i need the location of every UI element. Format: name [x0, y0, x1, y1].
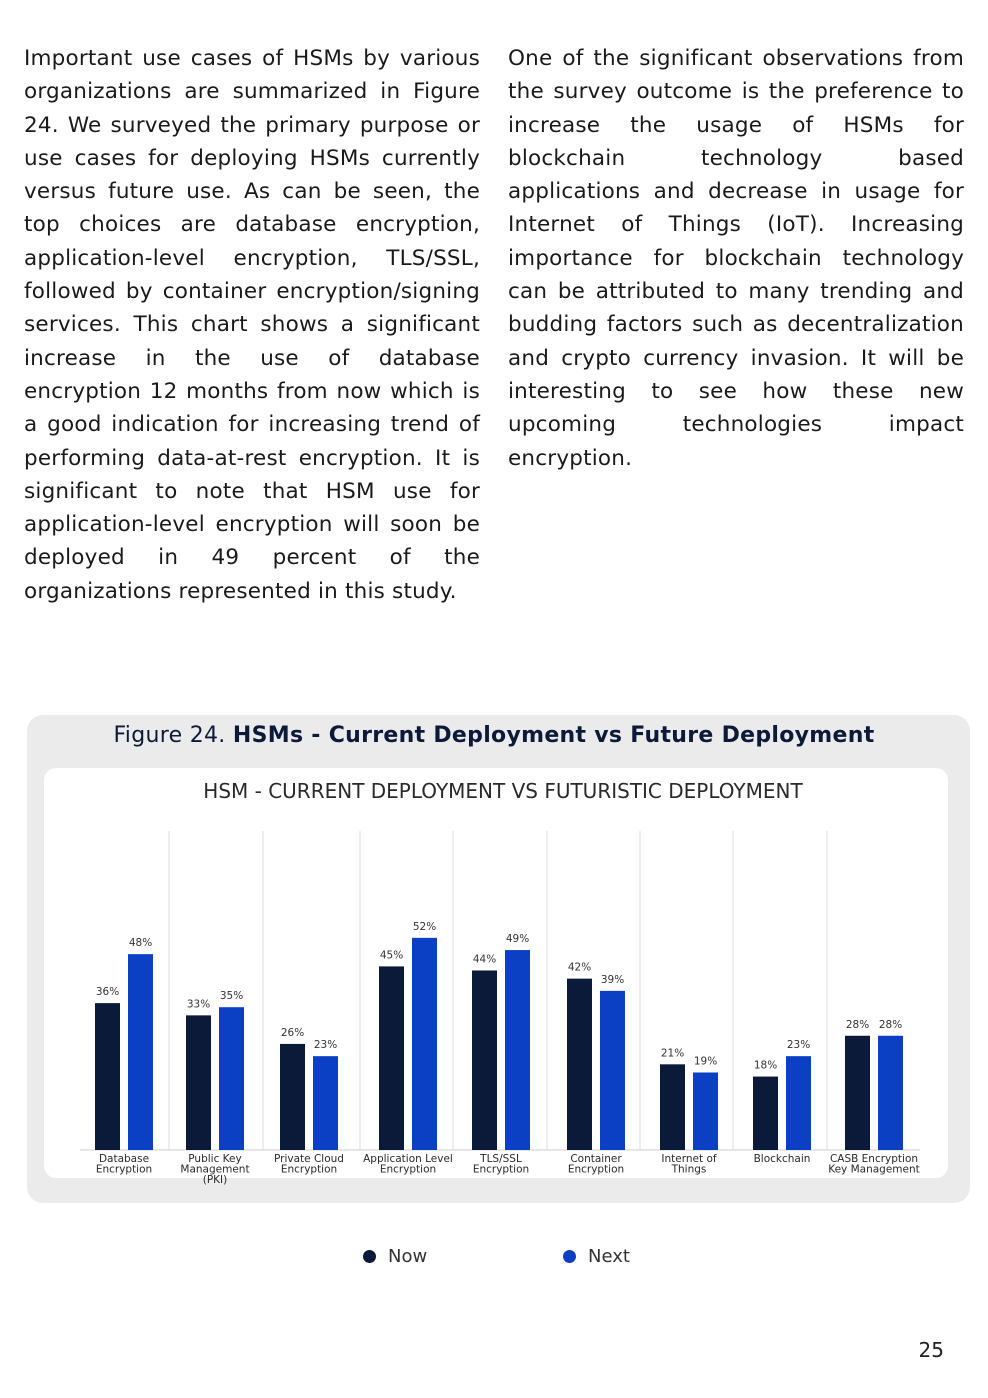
data-label-next: 23%: [786, 1039, 811, 1052]
category-label: CASB Encryption: [829, 1153, 919, 1165]
bar-now: [95, 1003, 120, 1150]
data-label-next: 49%: [505, 933, 530, 946]
bar-next: [786, 1056, 811, 1150]
data-label-next: 19%: [693, 1055, 718, 1068]
legend-next-marker: [563, 1250, 576, 1263]
bar-next: [600, 991, 625, 1150]
bar-next: [693, 1072, 718, 1150]
data-label-next: 23%: [313, 1039, 338, 1052]
legend-item-next: [563, 1246, 630, 1267]
bar-next: [128, 954, 153, 1150]
data-label-now: 18%: [753, 1059, 778, 1072]
category-label: Encryption: [95, 1163, 153, 1176]
bar-now: [845, 1036, 870, 1150]
legend-now-marker: [363, 1250, 376, 1263]
bar-now: [660, 1064, 685, 1150]
data-label-next: 39%: [600, 973, 625, 986]
data-label-now: 36%: [95, 986, 120, 999]
bar-next: [412, 938, 437, 1150]
legend-item-now: [363, 1246, 427, 1267]
category-label: Private Cloud: [274, 1153, 344, 1165]
data-label-now: 45%: [379, 949, 404, 962]
data-label-next: 28%: [878, 1018, 903, 1031]
chart-legend: [0, 1246, 988, 1270]
data-label-now: 42%: [567, 961, 592, 974]
legend-next-label: Next: [588, 1246, 630, 1267]
data-label-next: 48%: [128, 937, 153, 950]
category-label: Encryption: [379, 1163, 437, 1176]
category-label: Internet of: [661, 1153, 717, 1165]
bar-next: [219, 1007, 244, 1150]
body-text-right: One of the significant observations from the survey outcome is the preference to increase the usage of HSMs for blockchain technology based applications and decrease in usage for Internet of Things (IoT). Increasing importance for blockchain technology can be attributed to many trending and budding factors such as decentralization and crypto currency invasion. It will be interesting to see how these new upcoming technologies impact encryption.: [508, 46, 964, 471]
data-label-now: 44%: [472, 953, 497, 966]
data-label-next: 35%: [219, 990, 244, 1003]
data-label-now: 28%: [845, 1018, 870, 1031]
category-label: Management: [180, 1163, 250, 1176]
bar-now: [567, 979, 592, 1150]
category-label: Encryption: [567, 1163, 625, 1176]
category-label: Encryption: [280, 1163, 338, 1176]
bar-next: [313, 1056, 338, 1150]
bar-now: [280, 1044, 305, 1150]
figure-heading: HSMs - Current Deployment vs Future Deployment: [232, 723, 875, 748]
category-label: TLS/SSL: [480, 1153, 522, 1165]
bar-next: [505, 950, 530, 1150]
category-label: Public Key: [188, 1153, 242, 1165]
bar-now: [753, 1077, 778, 1150]
page-number: 25: [918, 1338, 944, 1362]
legend-now-label: Now: [388, 1246, 428, 1267]
category-label: Database: [98, 1153, 150, 1165]
data-label-now: 33%: [186, 998, 211, 1011]
bar-chart: [44, 768, 948, 1186]
bar-now: [186, 1015, 211, 1150]
figure-label: Figure 24.: [113, 723, 226, 748]
figure-title: [0, 723, 988, 748]
category-label: Key Management: [828, 1163, 920, 1176]
category-label: Encryption: [472, 1163, 530, 1176]
bar-now: [379, 966, 404, 1150]
category-label: Things: [671, 1163, 707, 1176]
bar-next: [878, 1036, 903, 1150]
category-label: Blockchain: [753, 1153, 811, 1165]
chart-panel: [44, 768, 948, 1186]
body-text-left: Important use cases of HSMs by various organizations are summarized in Figure 24. We surveyed the primary purpose or use cases for deploying HSMs currently versus future use. As can be seen, the top choices are database encryption, application-level encryption, TLS/SSL, followed by container encryption/signing services. This chart shows a significant increase in the use of database encryption 12 months from now which is a good indication for increasing trend of performing data-at-rest encryption. It is significant to note that HSM use for application-level encryption will soon be deployed in 49 percent of the organizations represented in this study.: [24, 46, 480, 604]
category-label: Container: [570, 1153, 622, 1165]
category-label: Application Level: [363, 1153, 453, 1165]
category-label: (PKI): [202, 1174, 228, 1186]
bar-now: [472, 970, 497, 1150]
chart-title: HSM - CURRENT DEPLOYMENT VS FUTURISTIC DEPLOYMENT: [203, 779, 803, 803]
data-label-next: 52%: [412, 920, 437, 933]
data-label-now: 26%: [280, 1026, 305, 1039]
data-label-now: 21%: [660, 1047, 685, 1060]
